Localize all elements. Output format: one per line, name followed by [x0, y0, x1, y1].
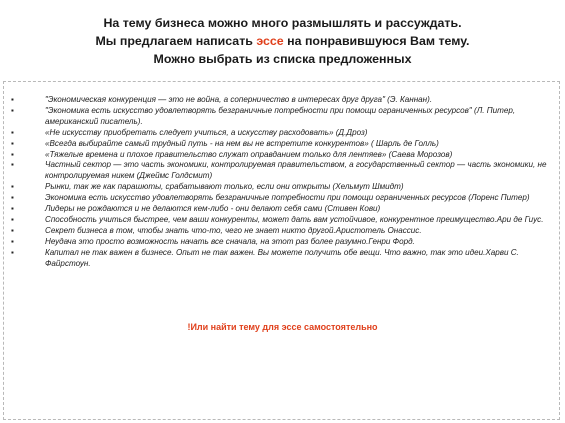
bullet-icon: ▪ — [11, 149, 14, 159]
heading-line-1: На тему бизнеса можно много размышлять и рассуждать. — [103, 16, 462, 30]
bullet-icon: ▪ — [11, 204, 14, 214]
bullet-icon: ▪ — [11, 95, 14, 104]
list-item — [0, 248, 565, 270]
list-item — [0, 95, 565, 106]
list-item — [0, 226, 565, 237]
bullet-icon: ▪ — [11, 182, 14, 192]
bullet-icon: ▪ — [11, 105, 14, 115]
quote-text: «Тяжелые времена и плохое правительство служат оправданием только для лентяев» (Саева Морозов) — [45, 149, 453, 159]
list-item — [0, 215, 565, 226]
essay-highlight: эссе — [256, 34, 284, 48]
heading-line-2 — [0, 32, 565, 50]
quote-text: Неудача это просто возможность начать все сначала, на этот раз более разумно.Генри Форд. — [45, 236, 415, 246]
heading-line-2-after: на понравившуюся Вам тему. — [283, 34, 470, 48]
bullet-icon: ▪ — [11, 214, 14, 224]
quote-text: Способность учиться быстрее, чем ваши конкуренты, может дать вам устойчивое, конкурентное преимущество.Ари де Гиус. — [45, 214, 544, 224]
list-item — [0, 193, 565, 204]
bullet-icon: ▪ — [11, 127, 14, 137]
list-item — [0, 128, 565, 139]
quote-text: Лидеры не рождаются и не делаются кем-либо - они делают себя сами (Стивен Кови) — [45, 204, 381, 214]
list-item — [0, 150, 565, 161]
list-item — [0, 106, 565, 128]
list-item — [0, 204, 565, 215]
quote-text: Частный сектор — это часть экономики, контролируемая правительством, а государственный сектор — часть экономики, не контролируемая никем (Джеймс Голдсмит) — [45, 160, 547, 181]
quote-text: Секрет бизнеса в том, чтобы знать что-то, чего не знает никто другой.Аристотель Онассис. — [45, 225, 422, 235]
own-topic-link[interactable]: !Или найти тему для эссе самостоятельно — [187, 322, 378, 332]
quote-text: Экономика есть искусство удовлетворять безграничные потребности при помощи ограниченных ресурсов (Лоренс Питер) — [45, 193, 530, 203]
quote-text: "Экономика есть искусство удовлетворять безграничные потребности при помощи ограниченных ресурсов" (Л. Питер, американский писатель). — [45, 105, 516, 126]
heading-line-3: Можно выбрать из списка предложенных — [153, 52, 412, 66]
heading-line-2-before: Мы предлагаем написать — [95, 34, 257, 48]
quote-list — [0, 95, 565, 270]
quote-text: «Всегда выбирайте самый трудный путь - на нем вы не встретите конкурентов» ( Шарль де Голль) — [45, 138, 439, 148]
quote-text: "Экономическая конкуренция — это не война, а соперничество в интересах друг друга" (Э. Каннан). — [45, 95, 433, 104]
bullet-icon: ▪ — [11, 236, 14, 246]
list-item — [0, 160, 565, 182]
list-item — [0, 182, 565, 193]
list-item — [0, 139, 565, 150]
bullet-icon: ▪ — [11, 193, 14, 203]
page-heading — [0, 14, 565, 68]
bullet-icon: ▪ — [11, 225, 14, 235]
bullet-icon: ▪ — [11, 138, 14, 148]
quote-text: Капитал не так важен в бизнесе. Опыт не так важен. Вы можете получить обе вещи. Что важно, так это идеи.Харви С. Файрстоун. — [45, 247, 519, 268]
bullet-icon: ▪ — [11, 247, 14, 257]
list-item — [0, 237, 565, 248]
quote-text: Рынки, так же как парашюты, срабатывают только, если они открыты (Хельмут Шмидт) — [45, 182, 404, 192]
bullet-icon: ▪ — [11, 160, 14, 170]
quote-text: «Не искусству приобретать следует учиться, а искусству расходовать» (Д.Дроз) — [45, 127, 368, 137]
